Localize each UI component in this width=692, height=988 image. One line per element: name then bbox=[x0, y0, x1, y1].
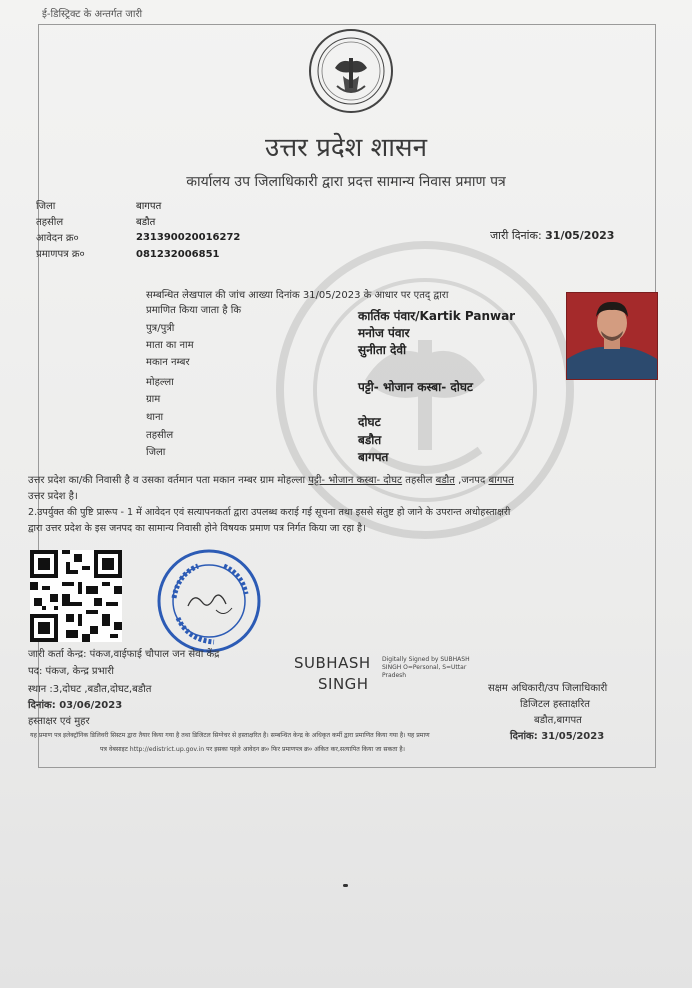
certified-label: प्रमाणित किया जाता है कि bbox=[146, 305, 242, 316]
meta-certificate-label: प्रमाणपत्र क्र० bbox=[36, 249, 85, 260]
district-label: जिला bbox=[146, 447, 166, 458]
residence-paragraph-line1 bbox=[28, 474, 514, 488]
house-label: मकान नम्बर bbox=[146, 357, 190, 368]
up-government-emblem-icon bbox=[307, 28, 395, 114]
para1-tehsil: बडौत bbox=[435, 475, 455, 486]
district-value: बागपत bbox=[358, 450, 389, 464]
mother-value: सुनीता देवी bbox=[358, 343, 407, 357]
person-photo-icon bbox=[567, 293, 657, 379]
center-line3: स्थान :3,दोघट ,बडौत,दोघट,बडौत bbox=[28, 684, 152, 695]
certificate-title: उत्तर प्रदेश शासन bbox=[264, 133, 428, 163]
para1-district: बागपत bbox=[488, 475, 514, 486]
meta-application-label: आवेदन क्र० bbox=[36, 233, 79, 244]
digital-sign-line2: SINGH O=Personal, S=Uttar bbox=[382, 664, 467, 671]
meta-district-label: जिला bbox=[36, 201, 56, 212]
meta-tehsil-label: तहसील bbox=[36, 217, 64, 228]
residence-paragraph-line2: उत्तर प्रदेश है। bbox=[28, 491, 78, 502]
issue-date-value: 31/05/2023 bbox=[545, 229, 615, 242]
confirmation-paragraph-line2: द्वारा उत्तर प्रदेश के इस जनपद का सामान्य निवासी होने विषयक प्रमाण पत्र निर्गत किया जा रहा है। bbox=[28, 523, 366, 534]
mother-label: माता का नाम bbox=[146, 340, 194, 351]
officer-date: दिनांक: 31/05/2023 bbox=[510, 731, 605, 742]
para1-text-a: उत्तर प्रदेश का/की निवासी है व उसका वर्तमान पता मकान नम्बर ग्राम मोहल्ला bbox=[28, 475, 306, 486]
header-note: ई-डिस्ट्रिक्ट के अन्तर्गत जारी bbox=[42, 9, 143, 20]
signer-name-line1: SUBHASH bbox=[294, 654, 371, 672]
father-label: पुत्र/पुत्री bbox=[146, 323, 175, 334]
officer-location: बडौत,बागपत bbox=[534, 715, 582, 726]
center-date: दिनांक: 03/06/2023 bbox=[28, 700, 123, 711]
police-value: दोघट bbox=[358, 415, 381, 429]
csc-stamp-icon bbox=[154, 548, 264, 654]
intro-text: सम्बन्धित लेखपाल की जांच आख्या दिनांक 31/05/2023 के आधार पर एतद् द्वारा bbox=[146, 290, 449, 301]
locality-value: पट्टी- भोजान कस्बा- दोघट bbox=[358, 380, 473, 394]
issue-date-label: जारी दिनांक: bbox=[490, 229, 542, 242]
applicant-photo bbox=[566, 292, 658, 380]
father-value: मनोज पंवार bbox=[358, 326, 410, 340]
footer-line2: पत्र वेबसाइट http://edistrict.up.gov.in पर इसका पहले आवेदन क्र० फिर प्रमाणपत्र क्र० अंकित कर,सत्यापित किया जा सकता है। bbox=[100, 746, 406, 753]
para1-locality: पट्टी- भोजान कस्बा- दोघट bbox=[308, 475, 403, 486]
meta-district-value: बागपत bbox=[136, 201, 162, 212]
para1-text-b: तहसील bbox=[405, 475, 433, 486]
qr-code-icon bbox=[30, 550, 122, 642]
village-label: ग्राम bbox=[146, 394, 161, 405]
confirmation-paragraph-line1: 2.उपर्युक्त की पुष्टि प्रारूप - 1 में आवेदन एवं सत्यापनकर्ता द्वारा उपलब्ध कराई गई सूचना तथा इससे संतुष्ट हो जाने के उपरान्त अधोहस्ताक्षरी bbox=[28, 507, 511, 518]
officer-designation: सक्षम अधिकारी/उप जिलाधिकारी bbox=[488, 683, 608, 694]
para1-text-c: ,जनपद bbox=[458, 475, 486, 486]
digital-sign-line1: Digitally Signed by SUBHASH bbox=[382, 656, 470, 663]
center-line2: पद: पंकज, केन्द्र प्रभारी bbox=[28, 666, 114, 677]
police-label: थाना bbox=[146, 412, 164, 423]
center-sign-label: हस्ताक्षर एवं मुहर bbox=[28, 716, 90, 727]
officer-digital-signed: डिजिटल हस्ताक्षरित bbox=[520, 699, 590, 710]
applicant-name: कार्तिक पंवार/Kartik Panwar bbox=[358, 309, 516, 323]
digital-sign-line3: Pradesh bbox=[382, 672, 407, 679]
footer-line1: यह प्रमाण पत्र इलेक्ट्रॉनिक डिलिवरी सिस्टम द्वारा तैयार किया गया है तथा डिजिटल सिग्नेचर से हस्ताक्षरित है। सम्बन्धित केन्द्र के अधिकृत कर्मी द्वारा प्रमाणित किया गया है। यह प्रमाण bbox=[30, 732, 430, 739]
paper-speck bbox=[343, 884, 348, 887]
tehsil-label: तहसील bbox=[146, 430, 174, 441]
signer-name-line2: SINGH bbox=[318, 675, 369, 693]
meta-application-value: 231390020016272 bbox=[136, 232, 241, 243]
center-line1: जारी कर्ता केन्द्र: पंकज,वाईफाई चौपाल जन सेवा केंद्र bbox=[28, 649, 220, 660]
tehsil-value: बडौत bbox=[358, 433, 382, 447]
locality-label: मोहल्ला bbox=[146, 377, 174, 388]
meta-certificate-value: 081232006851 bbox=[136, 249, 220, 260]
meta-tehsil-value: बडौत bbox=[136, 217, 156, 228]
certificate-subtitle: कार्यालय उप जिलाधिकारी द्वारा प्रदत्त सामान्य निवास प्रमाण पत्र bbox=[186, 174, 506, 190]
